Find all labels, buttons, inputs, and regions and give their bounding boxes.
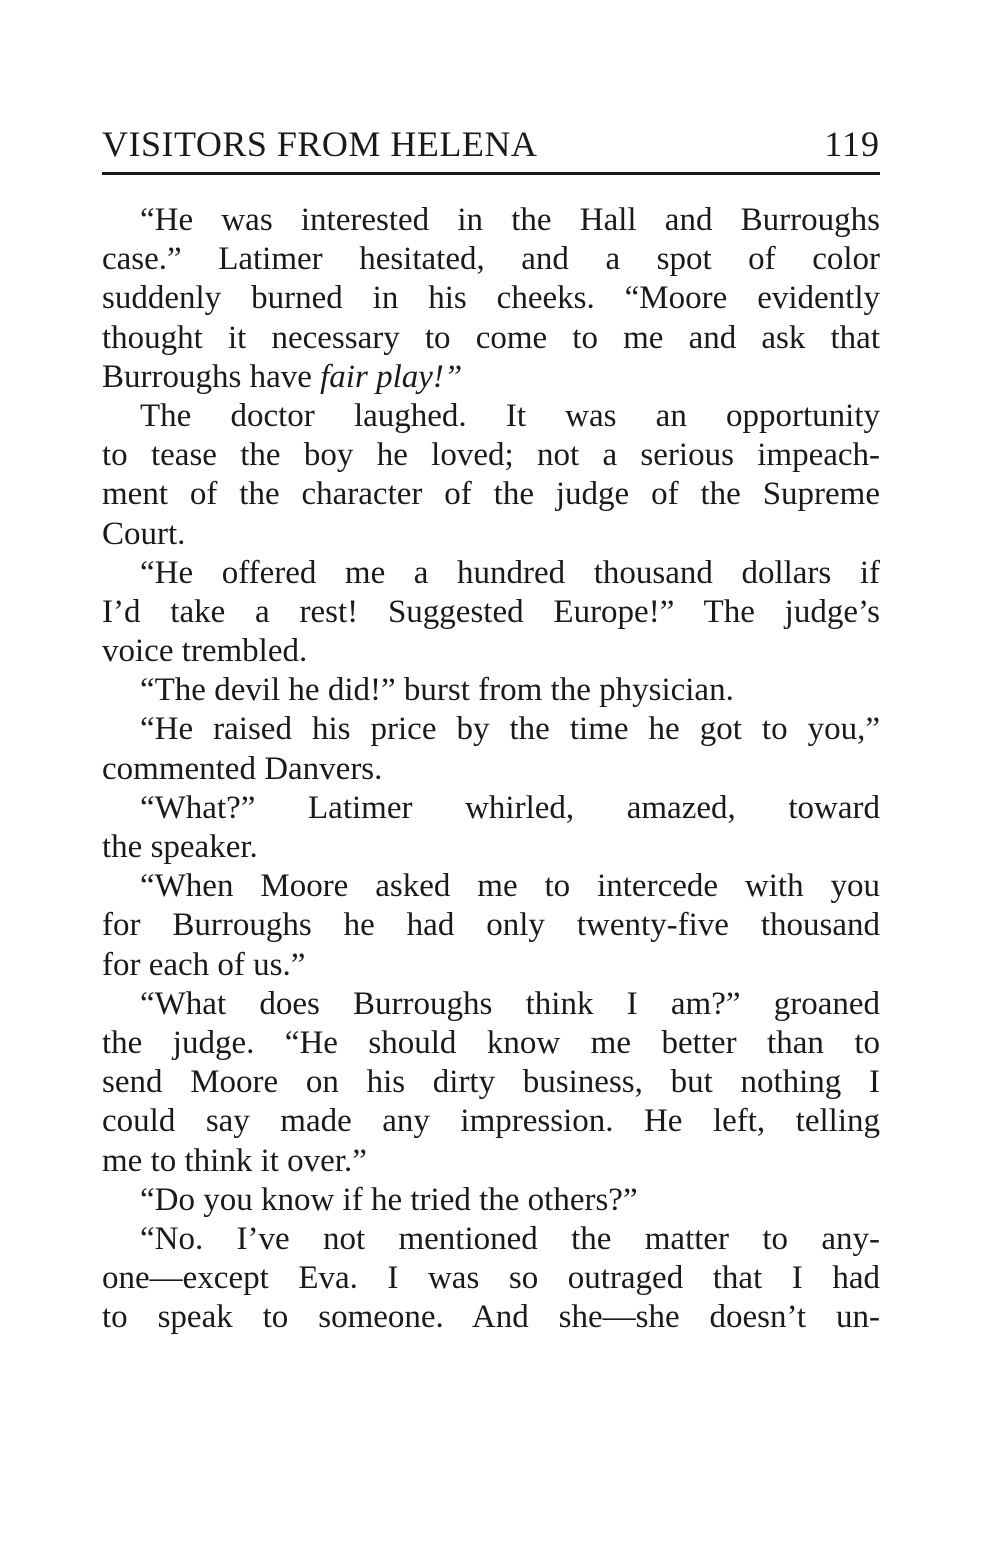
text-line-italic: fair play!” bbox=[320, 358, 463, 395]
text-line: for Burroughs he had only twenty-five thousand bbox=[102, 907, 880, 944]
text-line: could say made any impression. He left, telling bbox=[102, 1103, 880, 1140]
page-number: 119 bbox=[824, 124, 880, 164]
text-line: send Moore on his dirty business, but nothing I bbox=[102, 1064, 880, 1101]
text-line: “The devil he did!” burst from the physician. bbox=[140, 672, 734, 709]
text-line: “He was interested in the Hall and Burroughs bbox=[140, 202, 880, 238]
text-line: the judge. “He should know me better than to bbox=[102, 1024, 880, 1061]
text-line: I’d take a rest! Suggested Europe!” The judge’s bbox=[102, 593, 880, 630]
header-rule bbox=[102, 172, 880, 175]
text-line: “He offered me a hundred thousand dollars if bbox=[140, 554, 880, 591]
text-line: Court. bbox=[102, 515, 186, 552]
text-line: to speak to someone. And she—she doesn’t un- bbox=[102, 1299, 880, 1336]
text-line: case.” Latimer hesitated, and a spot of color bbox=[102, 241, 880, 278]
body-text bbox=[102, 201, 880, 1337]
text-line: The doctor laughed. It was an opportunity bbox=[140, 397, 880, 434]
text-line: to tease the boy he loved; not a serious impeach- bbox=[102, 437, 880, 474]
text-line: “He raised his price by the time he got to you,” bbox=[140, 711, 880, 748]
text-line: commented Danvers. bbox=[102, 750, 383, 787]
running-head bbox=[102, 118, 880, 166]
text-line: “When Moore asked me to intercede with you bbox=[140, 868, 880, 905]
text-line: “No. I’ve not mentioned the matter to any- bbox=[140, 1220, 880, 1257]
text-line: ment of the character of the judge of the Supreme bbox=[102, 476, 880, 513]
text-line: “Do you know if he tried the others?” bbox=[140, 1181, 638, 1218]
text-line: “What?” Latimer whirled, amazed, toward bbox=[140, 789, 880, 826]
text-line: voice trembled. bbox=[102, 633, 308, 670]
text-line: suddenly burned in his cheeks. “Moore evidently bbox=[102, 280, 880, 317]
text-line: the speaker. bbox=[102, 829, 258, 865]
text-line: me to think it over.” bbox=[102, 1142, 367, 1179]
text-line: one—except Eva. I was so outraged that I had bbox=[102, 1260, 880, 1297]
text-line-roman: Burroughs have bbox=[102, 358, 312, 395]
text-line: “What does Burroughs think I am?” groaned bbox=[140, 985, 880, 1022]
text-line: thought it necessary to come to me and ask that bbox=[102, 319, 880, 356]
running-title: VISITORS FROM HELENA bbox=[102, 124, 538, 164]
text-line: for each of us.” bbox=[102, 946, 306, 983]
text-line bbox=[102, 358, 880, 397]
